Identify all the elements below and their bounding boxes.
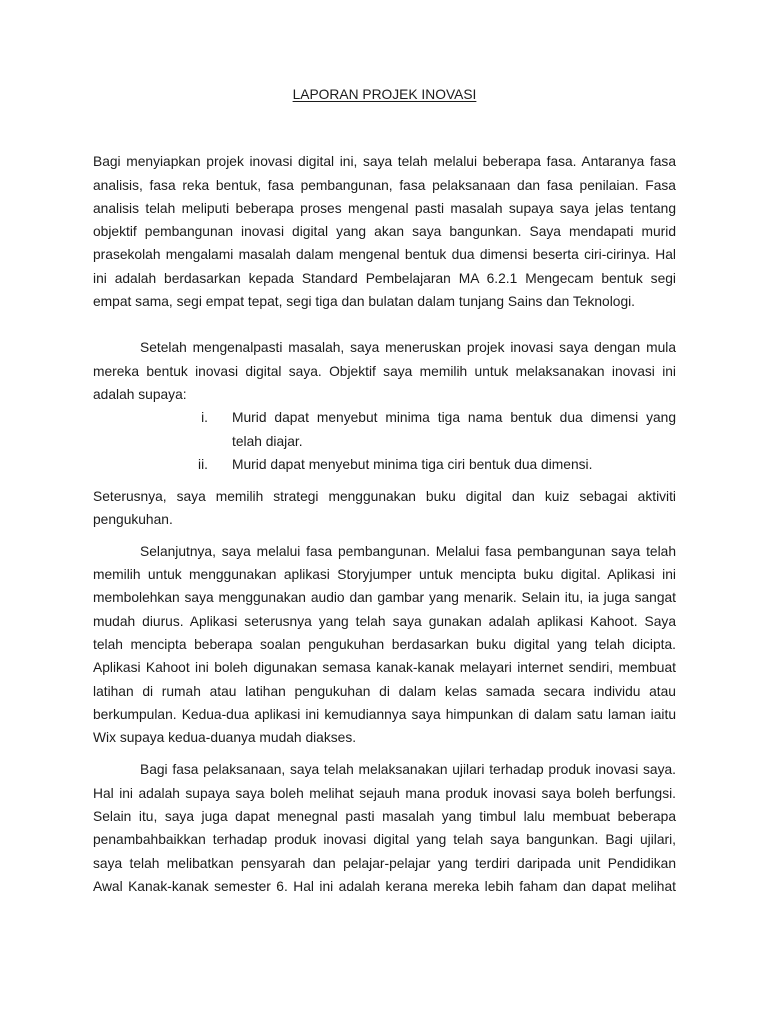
paragraph-line: penambahbaikkan terhadap produk inovasi digital yang telah saya bangunkan. Bagi ujilari,: [93, 832, 676, 848]
paragraph-line: Aplikasi Kahoot ini boleh digunakan semasa kanak-kanak melayari internet sendiri, membuat: [93, 660, 676, 676]
document-body: [93, 83, 676, 898]
paragraph-line: Setelah mengenalpasti masalah, saya meneruskan projek inovasi saya dengan mula: [140, 340, 676, 356]
objectives-list: [93, 406, 676, 476]
list-item: [93, 406, 676, 453]
paragraph-line: Wix supaya kedua-duanya mudah diakses.: [93, 730, 357, 746]
paragraph-line: latihan di rumah atau latihan pengukuhan di dalam kelas samada secara individu atau: [93, 683, 676, 699]
paragraph-line: Seterusnya, saya memilih strategi menggunakan buku digital dan kuiz sebagai aktiviti: [93, 489, 676, 505]
paragraph-line: prasekolah mengalami masalah dalam mengenal bentuk dua dimensi beserta ciri-cirinya. Hal: [93, 247, 676, 263]
paragraph-line: memilih untuk menggunakan aplikasi Storyjumper untuk mencipta buku digital. Aplikasi ini: [93, 567, 676, 583]
list-item: [93, 453, 676, 476]
list-item-line: Murid dapat menyebut minima tiga ciri bentuk dua dimensi.: [232, 456, 593, 472]
paragraph-line: objektif pembangunan inovasi digital yang akan saya bangunkan. Saya mendapati murid: [93, 224, 676, 240]
paragraph-line: analisis, fasa reka bentuk, fasa pembangunan, fasa pelaksanaan dan fasa penilaian. Fasa: [93, 177, 676, 193]
paragraph-line: Selanjutnya, saya melalui fasa pembangunan. Melalui fasa pembangunan saya telah: [140, 543, 676, 559]
list-item-text: [232, 406, 676, 453]
paragraph-line: mudah diurus. Aplikasi seterusnya yang telah saya gunakan adalah aplikasi Kahoot. Saya: [93, 613, 676, 629]
list-item-line: telah diajar.: [232, 433, 303, 449]
paragraph-line: membolehkan saya menggunakan audio dan gambar yang menarik. Selain itu, ia juga sangat: [93, 590, 676, 606]
paragraph-analysis: [93, 150, 676, 313]
paragraph-line: analisis telah meliputi beberapa proses mengenal pasti masalah supaya saya jelas tentang: [93, 200, 676, 216]
paragraph-development: [93, 540, 676, 750]
paragraph-line: Bagi fasa pelaksanaan, saya telah melaksanakan ujilari terhadap produk inovasi saya.: [140, 762, 676, 778]
paragraph-line: telah mencipta beberapa soalan pengukuhan berdasarkan buku digital yang telah dicipta.: [93, 636, 676, 652]
paragraph-line: Selain itu, saya juga dapat menegnal pasti masalah yang timbul lalu membuat beberapa: [93, 809, 676, 825]
list-item-text: [232, 453, 676, 476]
paragraph-line: mereka bentuk inovasi digital saya. Objektif saya memilih untuk melaksanakan inovasi ini: [93, 363, 676, 379]
list-marker: i.: [201, 410, 208, 426]
paragraph-line: saya telah melibatkan pensyarah dan pelajar-pelajar yang terdiri daripada unit Pendidikan: [93, 855, 676, 871]
paragraph-line: adalah supaya:: [93, 386, 187, 402]
paragraph-line: berkumpulan. Kedua-dua aplikasi ini kemudiannya saya himpunkan di dalam satu laman iaitu: [93, 706, 676, 722]
paragraph-implementation: [93, 758, 676, 898]
page-title: LAPORAN PROJEK INOVASI: [292, 87, 477, 102]
paragraph-line: Hal ini adalah supaya saya boleh melihat sejauh mana produk inovasi saya boleh berfungsi.: [93, 785, 676, 801]
paragraph-objectives-intro: [93, 336, 676, 406]
paragraph-line: Awal Kanak-kanak semester 6. Hal ini adalah kerana mereka lebih faham dan dapat melihat: [93, 878, 676, 894]
paragraph-line: ini adalah berdasarkan kepada Standard Pembelajaran MA 6.2.1 Mengecam bentuk segi: [93, 270, 676, 286]
paragraph-line: pengukuhan.: [93, 512, 173, 528]
paragraph-strategy: [93, 485, 676, 532]
paragraph-line: empat sama, segi empat tepat, segi tiga dan bulatan dalam tunjang Sains dan Teknologi.: [93, 294, 636, 310]
list-item-line: Murid dapat menyebut minima tiga nama bentuk dua dimensi yang: [232, 410, 676, 426]
paragraph-line: Bagi menyiapkan projek inovasi digital ini, saya telah melalui beberapa fasa. Antaranya fasa: [93, 154, 676, 170]
list-marker: ii.: [198, 456, 208, 472]
